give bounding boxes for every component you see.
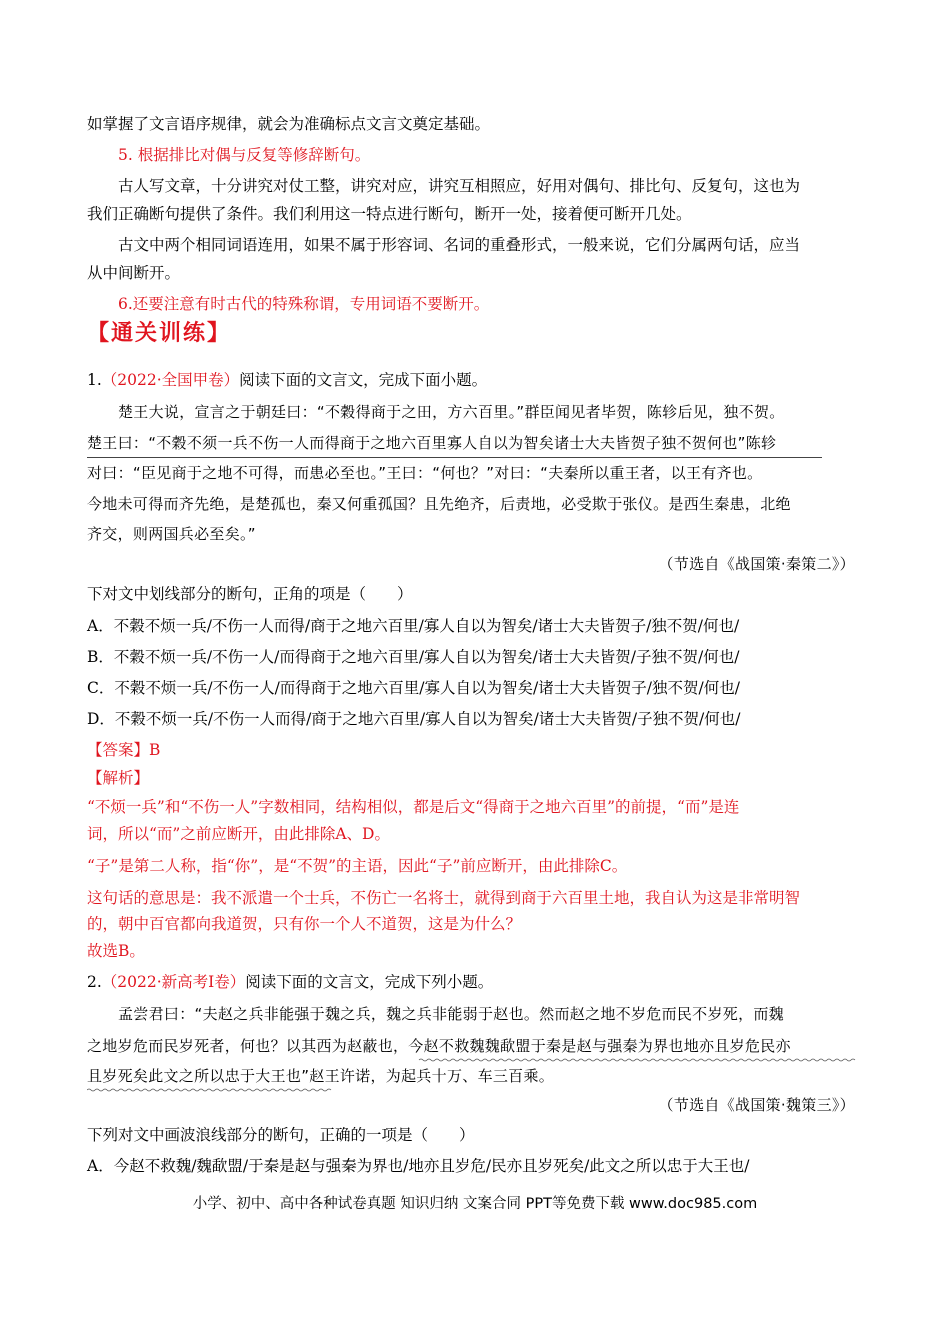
question-1-header — [87, 369, 867, 391]
question-1-option-d[interactable]: D．不穀不烦一兵/不伤一人而得/商于之地六百里/寡人自以为智矣/诸士大夫皆贺/子独不贺/何也/ — [87, 710, 741, 728]
passage-1-line-5: 齐交，则两国兵必至矣。” — [87, 525, 256, 543]
passage-2-line-1: 孟尝君曰：“夫赵之兵非能强于魏之兵，魏之兵非能弱于赵也。然而赵之地不岁危而民不岁死，而魏 — [118, 1005, 784, 1023]
question-2-stem: 下列对文中画波浪线部分的断句，正确的一项是（ ） — [87, 1126, 475, 1144]
analysis-line-6: 故选B。 — [87, 942, 145, 960]
analysis-line-5: 的，朝中百官都向我道贺，只有你一个人不道贺，这是为什么？ — [87, 915, 522, 933]
intro-paragraph-1: 如掌握了文言语序规律，就会为准确标点文言文奠定基础。 — [87, 115, 491, 133]
passage-1-underline-a — [87, 457, 822, 458]
question-1-number: 1. — [87, 371, 102, 389]
passage-1-citation: （节选自《战国策·秦策二》） — [658, 555, 855, 573]
question-2-header — [87, 971, 867, 993]
question-2-prompt: 阅读下面的文言文，完成下列小题。 — [245, 973, 494, 991]
question-1-option-c[interactable]: C．不穀不烦一兵/不伤一人/而得商于之地六百里/寡人自以为智矣/诸士大夫皆贺子/独不贺/何也/ — [87, 679, 740, 697]
intro-paragraph-3-line-1: 古文中两个相同词语连用，如果不属于形容词、名词的重叠形式，一般来说，它们分属两句话，应当 — [118, 236, 801, 254]
intro-paragraph-2-line-1: 古人写文章，十分讲究对仗工整，讲究对应，讲究互相照应，好用对偶句、排比句、反复句，这也为 — [118, 177, 801, 195]
passage-2-line-3: 且岁死矣此文之所以忠于大王也”赵王许诺，为起兵十万、车三百乘。 — [87, 1067, 555, 1085]
tip-5-heading: 5. 根据排比对偶与反复等修辞断句。 — [118, 146, 371, 164]
passage-2-wavy-underline-b — [87, 1088, 337, 1092]
answer-label: 【答案】B — [87, 741, 161, 759]
passage-1-line-3: 对曰：“臣见商于之地不可得，而患必至也。”王曰：“何也？”对曰：“夫秦所以重王者，以王有齐也。 — [87, 464, 763, 482]
passage-1-line-2: 楚王曰：“不穀不须一兵不伤一人而得商于之地六百里寡人自以为智矣诸士大夫皆贺子独不贺何也”陈轸 — [87, 434, 777, 452]
question-2-option-a[interactable]: A．今赵不救魏/魏歃盟/于秦是赵与强秦为界也/地亦且岁危/民亦且岁死矣/此文之所以忠于大王也/ — [87, 1157, 750, 1175]
question-1-option-a[interactable]: A．不穀不烦一兵/不伤一人而得/商于之地六百里/寡人自以为智矣/诸士大夫皆贺子/独不贺/何也/ — [87, 617, 740, 635]
passage-2-wavy-underline-a — [87, 1058, 862, 1062]
passage-2-line-2: 之地岁危而民岁死者，何也？以其西为赵蔽也，今赵不救魏魏歃盟于秦是赵与强秦为界也地亦且岁危民亦 — [87, 1037, 791, 1055]
question-1-prompt: 阅读下面的文言文，完成下面小题。 — [239, 371, 488, 389]
question-1-stem: 下对文中划线部分的断句，正角的项是（ ） — [87, 585, 413, 603]
analysis-label: 【解析】 — [87, 769, 150, 787]
question-1-source: （2022·全国甲卷） — [101, 371, 240, 389]
analysis-line-3: “子”是第二人称，指“你”，是“不贺”的主语，因此“子”前应断开，由此排除C。 — [87, 857, 628, 875]
passage-1-line-1: 楚王大说，宣言之于朝廷曰：“不穀得商于之田，方六百里。”群臣闻见者毕贺，陈轸后见，独不贺。 — [118, 403, 785, 421]
question-2-number: 2. — [87, 973, 102, 991]
passage-1-line-4: 今地未可得而齐先绝，是楚孤也，秦又何重孤国？且先绝齐，后责地，必受欺于张仪。是西生秦患，北绝 — [87, 495, 791, 513]
tip-6-heading: 6.还要注意有时古代的特殊称谓，专用词语不要断开。 — [118, 295, 490, 313]
intro-paragraph-3-line-2: 从中间断开。 — [87, 264, 181, 282]
section-heading: 【通关训练】 — [87, 321, 232, 346]
passage-2-citation: （节选自《战国策·魏策三》） — [658, 1096, 855, 1114]
analysis-line-1: “不烦一兵”和“不伤一人”字数相同，结构相似，都是后文“得商于之地六百里”的前提，“而”是连 — [87, 798, 740, 816]
question-2-source: （2022·新高考Ⅰ卷） — [101, 973, 246, 991]
intro-paragraph-2-line-2: 我们正确断句提供了条件。我们利用这一特点进行断句，断开一处，接着便可断开几处。 — [87, 205, 692, 223]
page-footer: 小学、初中、高中各种试卷真题 知识归纳 文案合同 PPT等免费下载 www.doc985.com — [192, 1196, 758, 1212]
analysis-line-2: 词，所以“而”之前应断开，由此排除A、D。 — [87, 825, 390, 843]
question-1-option-b[interactable]: B．不穀不烦一兵/不伤一人/而得商于之地六百里/寡人自以为智矣/诸士大夫皆贺/子独不贺/何也/ — [87, 648, 740, 666]
analysis-line-4: 这句话的意思是：我不派遣一个士兵，不伤亡一名将士，就得到商于六百里土地，我自认为这是非常明智 — [87, 889, 801, 907]
